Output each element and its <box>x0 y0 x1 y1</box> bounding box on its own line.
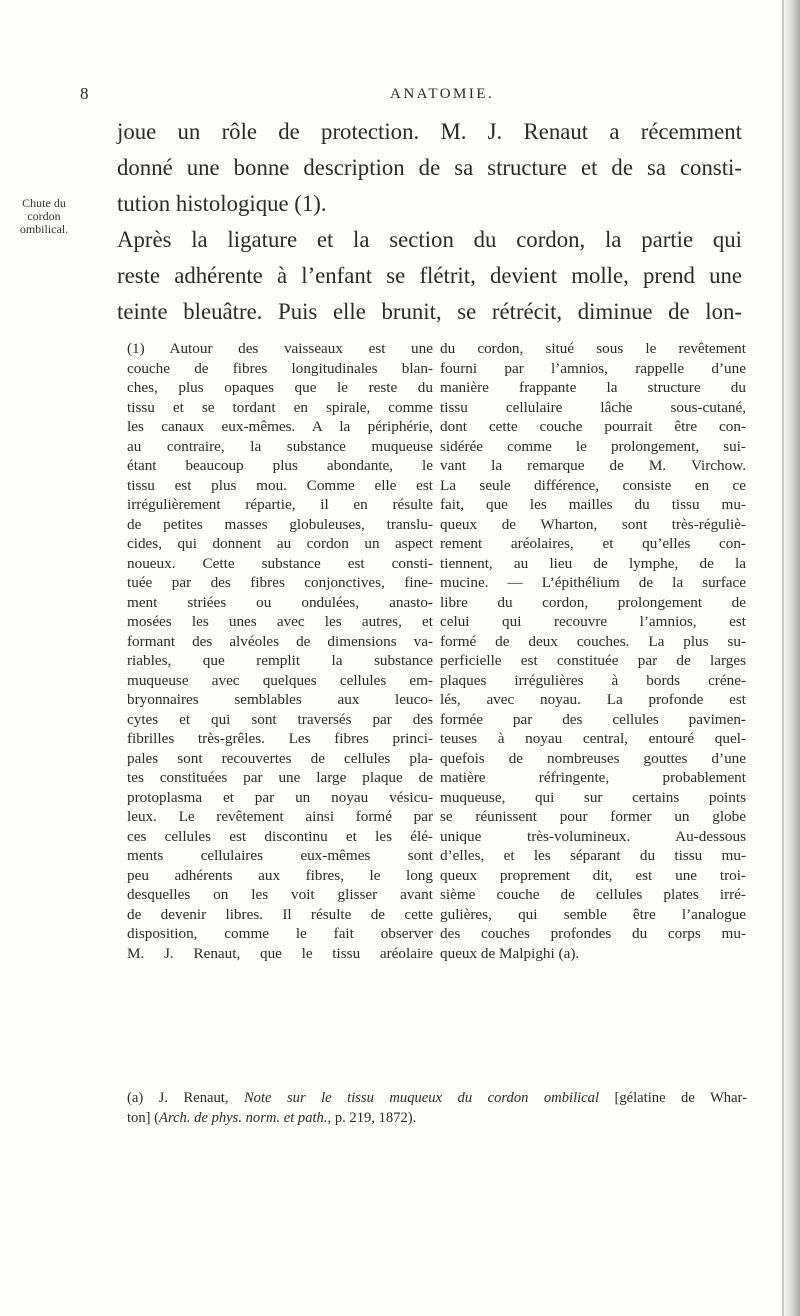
footnote-line: quefois de nombreuses gouttes d’une <box>440 749 746 767</box>
footnote-line: (1) Autour des vaisseaux est une <box>127 340 433 357</box>
footnote-line: celui qui recouvre l’amnios, est <box>440 613 746 630</box>
reference-journal: Arch. de phys. norm. et path. <box>159 1109 328 1126</box>
footnote-line: vant la remarque de M. Virchow. <box>440 457 746 474</box>
footnote-line: sidérée comme le prolongement, sui- <box>440 437 746 455</box>
footnote-line: bryonnaires semblables aux leuco- <box>127 691 433 708</box>
footnote-line: tissu et se tordant en spirale, comme <box>127 398 433 416</box>
footnote-line: formé de deux couches. La plus su- <box>440 632 746 650</box>
footnote-column-right <box>440 339 746 963</box>
footnote-line: ces cellules est discontinu et les élé- <box>127 827 433 845</box>
page-edge-shadow <box>784 0 800 1316</box>
footnote-line: fourni par l’amnios, rappelle d’une <box>440 359 746 377</box>
reference-title: Note sur le tissu muqueux du cordon ombilical <box>243 1090 600 1106</box>
reference-author: (a) J. Renaut, <box>127 1090 244 1106</box>
footnote-line: perficielle est constituée par de larges <box>440 652 746 669</box>
footnote-line: ches, plus opaques que le reste du <box>127 379 433 396</box>
body-text-line: joue un rôle de protection. M. J. Renaut a récemment <box>117 119 742 144</box>
footnote-line: couche de fibres longitudinales blan- <box>127 359 433 377</box>
footnote-line: queux proprement dit, est une troi- <box>440 866 746 884</box>
footnote-line: noueux. Cette substance est consti- <box>127 554 433 572</box>
footnote-line: peu adhérents aux fibres, le long <box>127 866 433 884</box>
footnote-line: matière réfringente, probablement <box>440 769 746 786</box>
footnote-column-left <box>127 339 433 963</box>
footnote-line: ment striées ou ondulées, anasto- <box>127 593 433 611</box>
footnote-line: queux de Malpighi (a). <box>440 944 580 962</box>
margin-note-line: ombilical. <box>19 222 69 236</box>
footnote-line: pales sont recouvertes de cellules pla- <box>127 749 433 767</box>
reference-line <box>127 1109 747 1129</box>
footnote-line: fait, que les mailles du tissu mu- <box>440 496 746 513</box>
footnote-line: tuée par des fibres conjonctives, fine- <box>127 574 433 591</box>
footnote-line: cytes et qui sont traversés par des <box>127 710 433 728</box>
footnote-line: sième couche de cellules plates irré- <box>440 886 746 903</box>
main-text <box>117 114 742 330</box>
page-number: 8 <box>80 84 89 103</box>
footnote-line: fibrilles très-grêles. Les fibres princi- <box>127 730 433 747</box>
footnote-line: formant des alvéoles de dimensions va- <box>127 632 433 650</box>
body-text-line: Après la ligature et la section du cordon, la partie qui <box>117 227 742 252</box>
footnote-line: tissu cellulaire lâche sous-cutané, <box>440 398 746 416</box>
footnote-line: mucine. — L’épithélium de la surface <box>440 574 746 591</box>
footnote-line: queux de Wharton, sont très-réguliè- <box>440 515 746 533</box>
footnote-line: au contraire, la substance muqueuse <box>127 437 433 455</box>
footnote-line: du cordon, situé sous le revêtement <box>440 340 746 357</box>
margin-note <box>10 197 78 236</box>
footnote-line: rement aréolaires, et qu’elles con- <box>440 535 746 552</box>
footnote-line: muqueuse avec quelques cellules em- <box>127 671 433 689</box>
footnote-line: La seule différence, consiste en ce <box>440 476 746 494</box>
footnote-line: mosées les unes avec les autres, et <box>127 613 433 630</box>
footnote-line: lés, avec noyau. La profonde est <box>440 691 746 708</box>
body-text-line: reste adhérente à l’enfant se flétrit, devient molle, prend une <box>117 263 742 288</box>
footnote-line: tiennent, au lieu de lymphe, de la <box>440 554 746 572</box>
footnote-line: teuses à noyau central, entouré quel- <box>440 730 746 747</box>
footnote-line: dont cette couche pourrait être con- <box>440 418 746 435</box>
footnote-line: plaques irrégulières à bords créne- <box>440 671 746 689</box>
footnote-line: M. J. Renaut, que le tissu aréolaire <box>127 944 433 962</box>
body-text-line: tution histologique (1). <box>117 191 327 216</box>
footnote-line: des couches profondes du corps mu- <box>440 925 746 942</box>
footnote-line: protoplasma et par un noyau vésicu- <box>127 788 433 806</box>
footnote-line: les canaux eux-mêmes. A la périphérie, <box>127 418 433 435</box>
footnote-line: ments cellulaires eux-mêmes sont <box>127 847 433 864</box>
footnote-line: cides, qui donnent au cordon un aspect <box>127 535 433 552</box>
footnote-line: muqueuse, qui sur certains points <box>440 788 746 806</box>
footnote-line: libre du cordon, prolongement de <box>440 593 746 611</box>
bibliographic-reference <box>127 1089 747 1128</box>
running-head: ANATOMIE. <box>390 86 495 102</box>
footnote-line: irrégulièrement répartie, il en résulte <box>127 496 433 513</box>
footnote-line: formée par des cellules pavimen- <box>440 710 746 728</box>
reference-note: [gélatine de Whar- <box>599 1090 747 1106</box>
body-text-line: donné une bonne description de sa structure et de sa consti- <box>117 155 742 180</box>
reference-line <box>127 1089 747 1109</box>
footnote-line: desquelles on les voit glisser avant <box>127 886 433 903</box>
page-edge-line <box>782 0 784 1316</box>
footnote-line: de petites masses globuleuses, translu- <box>127 515 433 533</box>
footnote-line: riables, que remplit la substance <box>127 652 433 669</box>
margin-note-line: Chute du cordon <box>22 196 66 223</box>
footnote-line: étant beaucoup plus abondante, le <box>127 457 433 474</box>
page-header <box>0 84 800 110</box>
footnote-line: gulières, qui semble être l’analogue <box>440 905 746 923</box>
footnote-line: unique très-volumineux. Au-dessous <box>440 827 746 845</box>
footnote-line: tes constituées par une large plaque de <box>127 769 433 786</box>
footnote-line: tissu est plus mou. Comme elle est <box>127 476 433 494</box>
footnote-line: se réunissent pour former un globe <box>440 808 746 825</box>
footnote-line: d’elles, et les séparant du tissu mu- <box>440 847 746 864</box>
footnote-line: manière frappante la structure du <box>440 379 746 396</box>
body-text-line: teinte bleuâtre. Puis elle brunit, se rétrécit, diminue de lon- <box>117 299 742 324</box>
footnote-line: de devenir libres. Il résulte de cette <box>127 905 433 923</box>
footnote-line: leux. Le revêtement ainsi formé par <box>127 808 433 825</box>
reference-pages: , p. 219, 1872). <box>327 1109 417 1126</box>
reference-note-end: ton] ( <box>127 1109 160 1126</box>
footnote-line: disposition, comme le fait observer <box>127 925 433 942</box>
